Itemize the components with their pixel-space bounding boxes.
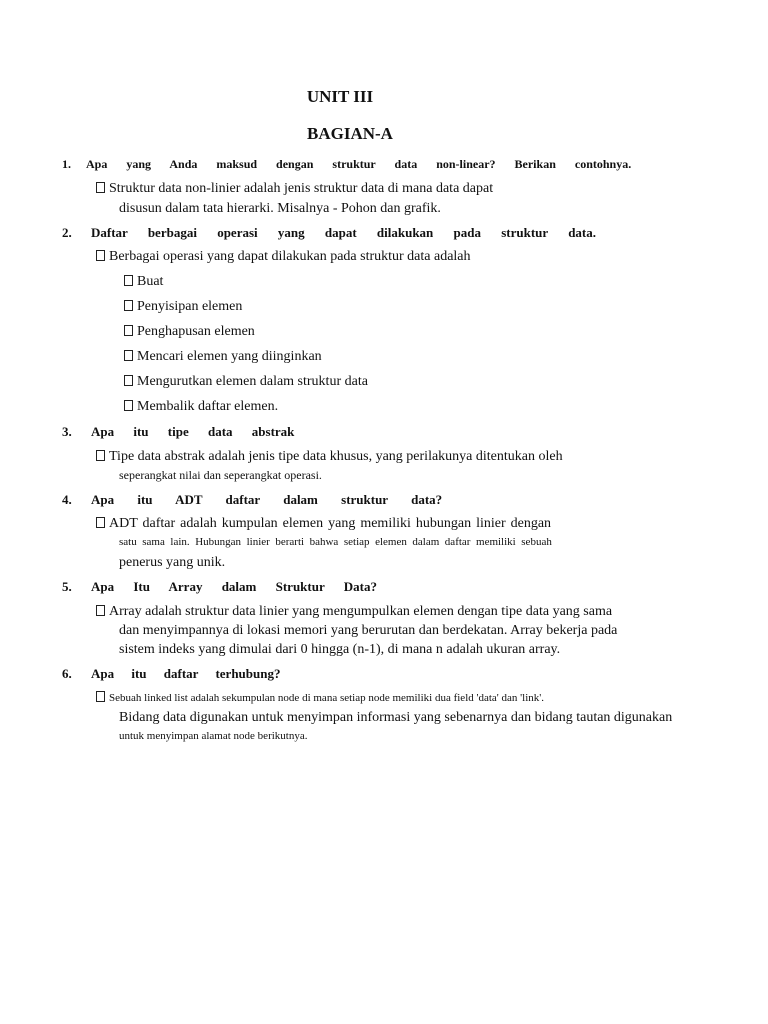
answer-1-line-1 (96, 181, 493, 197)
question-2 (62, 225, 596, 241)
sub-item (124, 399, 278, 415)
answer-3-line-2: seperangkat nilai dan seperangkat operasi. (119, 468, 322, 482)
question-number: 4. (62, 492, 72, 507)
answer-4-line-1 (96, 516, 551, 532)
answer-3-line-1 (96, 449, 563, 465)
bullet-box-icon (124, 400, 133, 411)
answer-text: ADT daftar adalah kumpulan elemen yang memiliki hubungan linier dengan (109, 516, 552, 531)
question-number: 1. (62, 157, 71, 171)
sub-item-text: Mencari elemen yang diinginkan (137, 349, 322, 364)
answer-6-line-1 (96, 691, 544, 704)
sub-item-text: Penghapusan elemen (137, 324, 255, 339)
answer-4-line-2: satu sama lain. Hubungan linier berarti bahwa setiap elemen dalam daftar memiliki sebuah (119, 536, 552, 548)
unit-title: UNIT III (306, 87, 374, 106)
answer-text: Sebuah linked list adalah sekumpulan node di mana setiap node memiliki dua field 'data' dan 'link'. (109, 692, 544, 704)
answer-1-line-2: disusun dalam tata hierarki. Misalnya - Pohon dan grafik. (119, 201, 441, 216)
answer-text: Berbagai operasi yang dapat dilakukan pada struktur data adalah (109, 249, 471, 264)
sub-item-text: Penyisipan elemen (137, 299, 243, 314)
question-number: 5. (62, 579, 72, 594)
answer-text: Struktur data non-linier adalah jenis struktur data di mana data dapat (109, 181, 494, 196)
question-text: Apa yang Anda maksud dengan struktur data non-linear? Berikan contohnya. (86, 157, 632, 171)
answer-5-line-1 (96, 604, 612, 620)
sub-item (124, 299, 242, 315)
answer-5-line-2: dan menyimpannya di lokasi memori yang berurutan dan berdekatan. Array bekerja pada (119, 623, 618, 638)
sub-item (124, 374, 368, 390)
bullet-box-icon (96, 605, 105, 616)
bullet-box-icon (124, 300, 133, 311)
bullet-box-icon (124, 350, 133, 361)
answer-4-line-3: penerus yang unik. (119, 555, 226, 570)
answer-5-line-3: sistem indeks yang dimulai dari 0 hingga (n-1), di mana n adalah ukuran array. (119, 642, 561, 657)
bullet-box-icon (124, 325, 133, 336)
question-text: Daftar berbagai operasi yang dapat dilakukan pada struktur data. (91, 225, 597, 240)
bullet-box-icon (124, 375, 133, 386)
sub-item (124, 274, 163, 290)
bullet-box-icon (96, 450, 105, 461)
question-4 (62, 492, 442, 508)
question-5 (62, 579, 377, 595)
sub-item-text: Membalik daftar elemen. (137, 399, 279, 414)
bullet-box-icon (96, 182, 105, 193)
sub-item-text: Mengurutkan elemen dalam struktur data (137, 374, 368, 389)
question-text: Apa itu tipe data abstrak (91, 424, 295, 439)
question-text: Apa itu daftar terhubung? (91, 666, 281, 681)
question-number: 6. (62, 666, 72, 681)
question-text: Apa Itu Array dalam Struktur Data? (91, 579, 377, 594)
question-text: Apa itu ADT daftar dalam struktur data? (91, 492, 443, 507)
sub-item (124, 349, 322, 365)
answer-6-line-3: untuk menyimpan alamat node berikutnya. (119, 730, 308, 742)
section-title: BAGIAN-A (307, 124, 393, 143)
question-6 (62, 666, 280, 682)
question-1 (62, 157, 631, 172)
answer-2-line-1 (96, 249, 471, 265)
question-number: 2. (62, 225, 72, 240)
bullet-box-icon (96, 691, 105, 702)
question-number: 3. (62, 424, 72, 439)
answer-6-line-2: Bidang data digunakan untuk menyimpan informasi yang sebenarnya dan bidang tautan digunakan (119, 710, 673, 725)
question-3 (62, 424, 294, 440)
sub-item (124, 324, 255, 340)
bullet-box-icon (124, 275, 133, 286)
answer-text: Tipe data abstrak adalah jenis tipe data khusus, yang perilakunya ditentukan oleh (109, 449, 563, 464)
answer-text: Array adalah struktur data linier yang mengumpulkan elemen dengan tipe data yang sama (109, 604, 613, 619)
bullet-box-icon (96, 250, 105, 261)
bullet-box-icon (96, 517, 105, 528)
sub-item-text: Buat (137, 274, 164, 289)
